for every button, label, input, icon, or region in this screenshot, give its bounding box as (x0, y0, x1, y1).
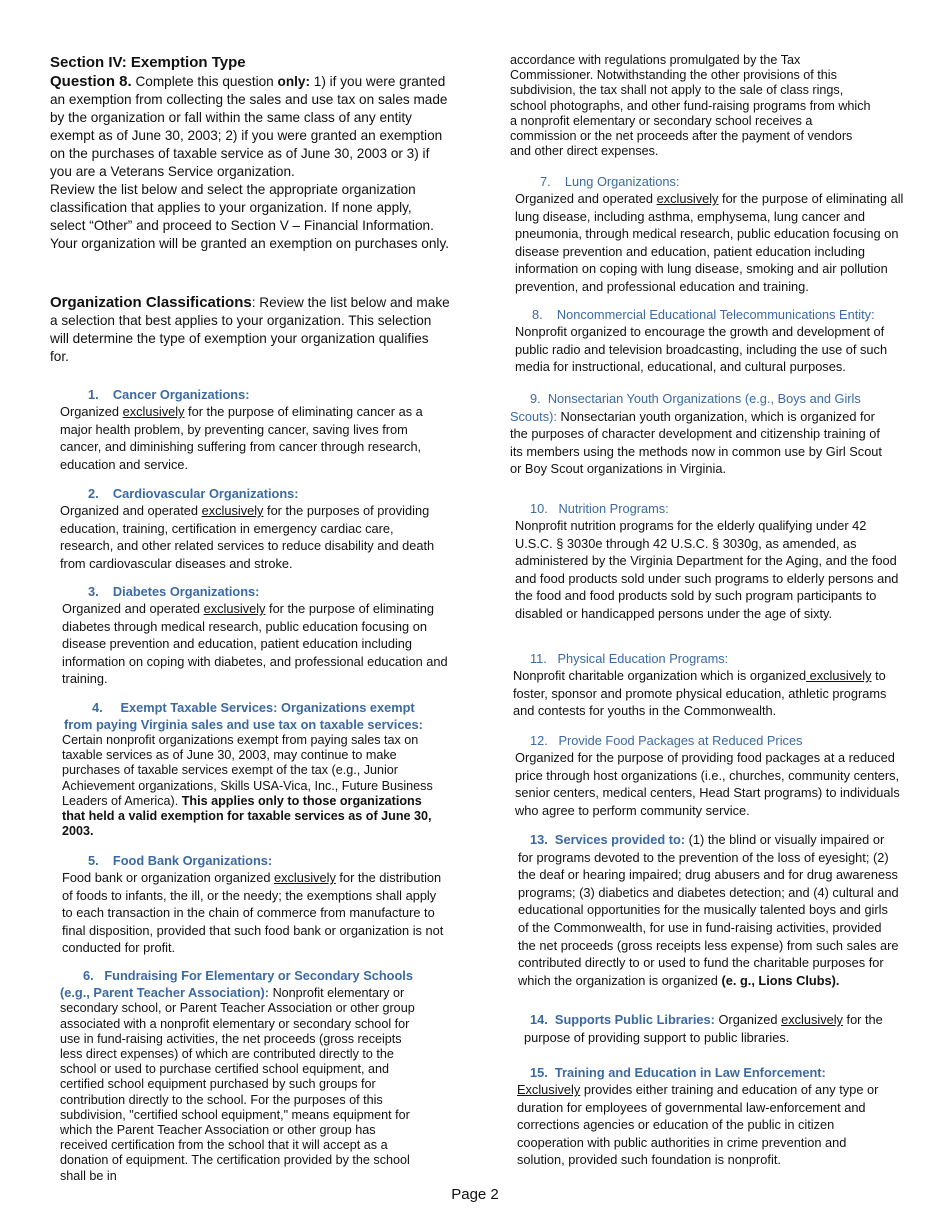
item-heading: 2. Cardiovascular Organizations: (88, 486, 299, 501)
item-heading: 10. Nutrition Programs: (530, 501, 669, 516)
item-heading: 5. Food Bank Organizations: (88, 853, 273, 868)
item-heading: 13. Services provided to: (530, 832, 686, 847)
item-body: 9. Nonsectarian Youth Organizations (e.g., Boys and Girls Scouts): Nonsectarian youth organization, which is organized for the purposes of character development and citizenship training of its members using the methods now in common use by Girl Scout or Boy Scout organizations in Virginia. (510, 391, 882, 477)
item-8 (510, 306, 905, 376)
item-body: Nonprofit nutrition programs for the elderly qualifying under 42 U.S.C. § 3030e through 42 U.S.C. § 3030g, as amended, as administered by the Virginia Department for the Aging, and the food and food products sold under such programs to elderly persons and the food and food products sold by such program participants to disabled or handicapped persons under the age of sixty. (515, 518, 899, 621)
item-heading: 3. Diabetes Organizations: (88, 584, 260, 599)
item-heading: 11. Physical Education Programs: (530, 651, 729, 666)
item-heading: 9. Nonsectarian Youth Organizations (e.g., Boys and Girls Scouts): (510, 391, 861, 424)
page-number: Page 2 (451, 1186, 499, 1203)
item-6 (50, 967, 450, 1184)
item-heading: 12. Provide Food Packages at Reduced Prices (530, 733, 803, 748)
item-body: Exclusively provides either training and education of any type or duration for employees of governmental law-enforcement and corrections agencies or education of the public in citizen cooperation with public authorities in crime prevention and solution, provided such foundation is nonprofit. (517, 1082, 879, 1168)
item-14 (510, 1011, 905, 1046)
item-body: Organized and operated exclusively for the purpose of eliminating all lung disease, including asthma, emphysema, lung cancer and pneumonia, through medical research, public education focusing on disease prevention and education, patient education including information on coping with lung disease, smoking and air pollution prevention, and professional education and training. (515, 191, 904, 294)
item-4 (50, 699, 450, 839)
item-body: Organized and operated exclusively for the purposes of providing education, training, certification in emergency cardiac care, research, and other related services to reduce disability and death from cardiovascular diseases and stroke. (60, 503, 435, 571)
item-3 (50, 583, 450, 688)
item-body: 6. Fundraising For Elementary or Secondary Schools (e.g., Parent Teacher Association): Nonprofit elementary or secondary school, or Parent Teacher Association or other group associated with a nonprofit elementary or secondary school for use in fund-raising activities, the net proceeds (gross receipts less direct expenses) of which are contributed directly to the school or used to purchase certified school equipment, and certified school equipment purchased by such groups for contribution directly to the school. For the purposes of this subdivision, "certified school equipment," means equipment for which the Parent Teacher Association or other group has received certification from the school that it will accept as a donation of equipment. The certification provided by the school shall be in (60, 968, 415, 1183)
item-11 (510, 650, 905, 720)
item-body: Organized exclusively for the purpose of eliminating cancer as a major health problem, by preventing cancer, saving lives from cancer, and diminishing suffering from cancer through research, education and service. (60, 404, 423, 472)
item-body: Nonprofit organized to encourage the growth and development of public radio and television broadcasting, including the use of such media for instructional, educational, and cultural purposes. (515, 324, 888, 375)
item-body: Organized for the purpose of providing food packages at a reduced price through host organizations (i.e., churches, community centers, senior centers, medical centers, Head Start programs) to individuals who agree to perform community service. (515, 750, 900, 818)
item-2 (50, 485, 450, 572)
item-heading: 15. Training and Education in Law Enforcement: (530, 1065, 826, 1080)
item-heading: 14. Supports Public Libraries: (530, 1012, 715, 1027)
question-review: Review the list below and select the appropriate organization classification that applies to your organization. If none apply, select “Other” and proceed to Section V – Financial Information. Your organization will be granted an exemption on purchases only. (50, 182, 450, 251)
org-classifications-label: Organization Classifications (50, 294, 252, 311)
item-heading: 1. Cancer Organizations: (88, 387, 250, 402)
item-heading: 4. Exempt Taxable Services: Organizations exempt from paying Virginia sales and use tax on taxable services: (64, 700, 423, 732)
item-13 (510, 831, 905, 989)
section-title: Section IV: Exemption Type (50, 54, 246, 71)
item-body: Nonprofit charitable organization which is organized exclusively to foster, sponsor and promote physical education, athletic programs and contests for youths in the Commonwealth. (513, 668, 887, 719)
item-5 (50, 852, 450, 957)
item-body: Certain nonprofit organizations exempt from paying sales tax on taxable services as of June 30, 2003, may continue to make purchases of taxable services exempt of the tax (e.g., Junior Achievement organizations, Skills USA-Vica, Inc., Future Business Leaders of America). This applies only to those organizations that held a valid exemption for taxable services as of June 30, 2003. (62, 733, 433, 839)
item-heading: 8. Noncommercial Educational Telecommunications Entity: (532, 307, 875, 322)
question-label: Question 8. (50, 73, 132, 90)
org-classifications: Organization Classifications: Review the list below and make a selection that best applies to your organization. This selection will determine the type of exemption your organization qualifies for. (50, 294, 450, 364)
item-10 (510, 500, 905, 623)
item-body: Organized and operated exclusively for the purpose of eliminating diabetes through medical research, public education focusing on disease prevention and education, patient education including information on coping with diabetes, and professional education and training. (62, 601, 448, 687)
item-heading: 6. Fundraising For Elementary or Secondary Schools (e.g., Parent Teacher Association): (60, 968, 413, 1001)
question-8: Question 8. Complete this question only: 1) if you were granted an exemption from collecting the sales and use tax on sales made by the organization or fall within the same class of any entity exempt as of June 30, 2003; 2) if you were granted an exemption on the purchases of taxable service as of June 30, 2003 or 3) if you are a Veterans Service organization. Review the list below and select the appropriate organization classification that applies to your organization. If none apply, select “Other” and proceed to Section V – Financial Information. Your organization will be granted an exemption on purchases only. (50, 73, 450, 251)
item-12 (510, 732, 905, 819)
item-9 (510, 390, 905, 478)
item-body: Food bank or organization organized exclusively for the distribution of foods to infants, the ill, or the needy; the exemptions shall apply to each transaction in the chain of commerce from manufacture to final disposition, provided that such food bank or organization is not conducted for profit. (62, 870, 444, 956)
item-heading: 7. Lung Organizations: (540, 174, 680, 189)
item-1 (50, 386, 450, 473)
item-body: 13. Services provided to: (1) the blind or visually impaired or for programs devoted to the prevention of the loss of eyesight; (2) the deaf or hearing impaired; drug abusers and for drug awareness programs; (3) diabetics and diabetes detection; and (4) cultural and educational opportunities for the musically talented boys and girls of the Commonwealth, for use in fund-raising activities, provided the net proceeds (gross receipts less expense) from such sales are contributed directly to or used to fund the charitable purposes for which the organization is organized (e. g., Lions Clubs). (518, 832, 899, 988)
item-body: 14. Supports Public Libraries: Organized exclusively for the purpose of providing support to public libraries. (524, 1012, 883, 1045)
item-15 (510, 1064, 905, 1169)
item-6-continued: accordance with regulations promulgated by the Tax Commissioner. Notwithstanding the other provisions of this subdivision, the tax shall not apply to the sale of class rings, school photographs, and other fund-raising programs from which a nonprofit elementary or secondary school receives a commission or the net proceeds after the payment of vendors and other direct expenses. (510, 53, 871, 159)
item-7 (510, 173, 905, 296)
